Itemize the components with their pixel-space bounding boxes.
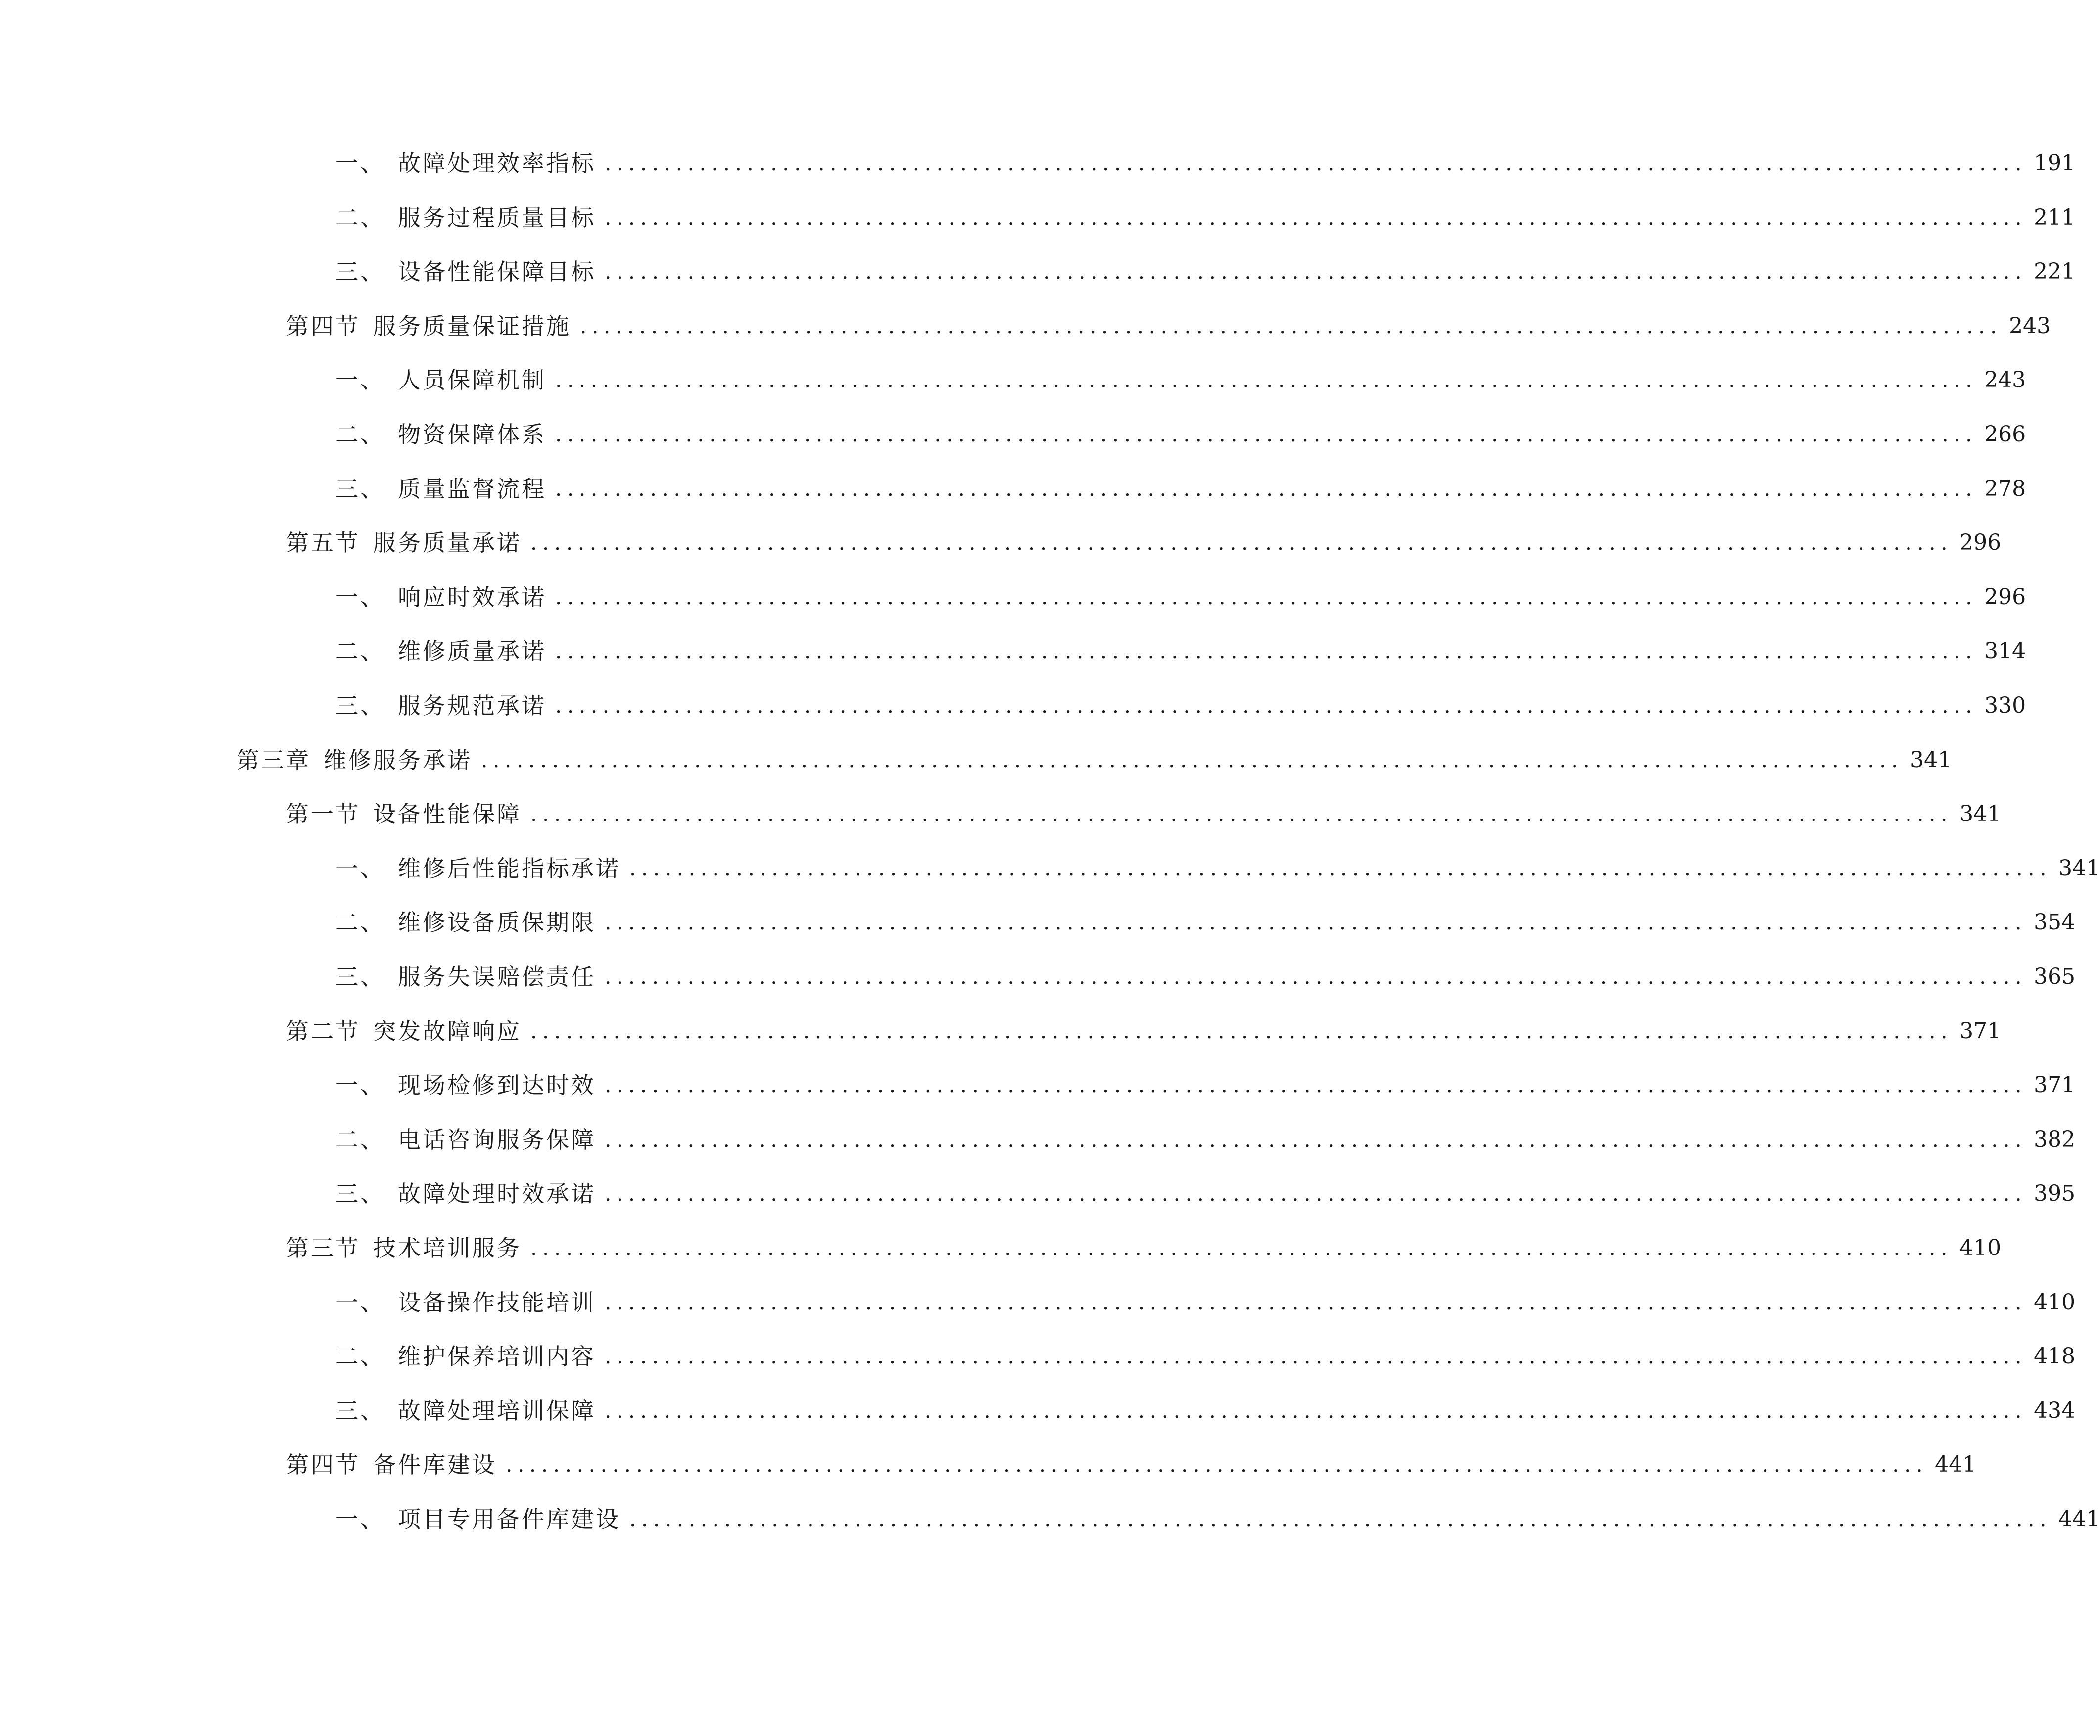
toc-entry-title: 质量监督流程 [398,475,546,502]
toc-entry-label [335,849,620,888]
toc-entry-marker: 二、 [335,421,385,448]
toc-entry-label [335,469,546,509]
toc-dot-leader: ........................................................................................................................ [605,1073,2027,1098]
toc-dot-leader: ........................................................................................................................ [580,313,2003,338]
toc-page-number: 354 [2034,910,2076,935]
toc-entry-title: 设备操作技能培训 [398,1289,596,1316]
toc-page-number: 441 [2058,1506,2100,1532]
toc-entry-label [335,415,546,454]
toc-entry-marker: 二、 [335,204,385,231]
toc-entry-label [335,1391,596,1431]
toc-dot-leader: ........................................................................................................................ [629,856,2052,880]
toc-entry-title: 电话咨询服务保障 [398,1126,596,1153]
toc-entry-marker: 第三节 [286,1235,360,1261]
toc-entry[interactable] [335,469,2026,509]
toc-page-number: 243 [1984,367,2026,393]
toc-dot-leader: ........................................................................................................................ [605,1398,2027,1423]
toc-entry-title: 备件库建设 [373,1451,497,1479]
toc-entry-marker: 二、 [335,1126,385,1153]
toc-entry-title: 响应时效承诺 [398,583,546,611]
toc-entry-label [335,360,546,400]
toc-entry-title: 故障处理培训保障 [398,1397,596,1424]
toc-entry[interactable] [335,849,2100,888]
toc-page-number: 341 [2058,855,2100,881]
toc-entry[interactable] [335,578,2026,617]
toc-entry-title: 服务质量保证措施 [373,312,571,339]
toc-dot-leader: ........................................................................................................................ [605,1290,2027,1314]
toc-dot-leader: ........................................................................................................................ [605,1127,2027,1152]
toc-entry-label [335,1499,620,1539]
toc-entry-title: 设备性能保障 [373,801,522,828]
toc-entry[interactable] [335,1283,2076,1322]
toc-entry-label [335,144,596,183]
toc-entry-title: 维修后性能指标承诺 [398,855,620,882]
toc-entry-marker: 第五节 [286,530,360,557]
toc-dot-leader: ........................................................................................................................ [530,1018,1953,1043]
toc-entry-marker: 三、 [335,475,385,502]
toc-entry-label [335,903,596,942]
toc-entry-label [335,1120,596,1159]
toc-entry-label [335,578,546,617]
toc-entry[interactable] [286,1228,2002,1268]
toc-entry-title: 技术培训服务 [373,1235,522,1261]
toc-page-number: 395 [2034,1181,2076,1206]
toc-entry-label [286,1228,522,1268]
toc-entry-marker: 二、 [335,638,385,665]
toc-entry-marker: 第四节 [286,1451,360,1479]
toc-entry[interactable] [286,794,2002,834]
toc-dot-leader: ........................................................................................................................ [530,802,1953,826]
toc-dot-leader: ........................................................................................................................ [605,964,2027,989]
toc-page-number: 221 [2034,259,2076,285]
toc-page-number: 341 [1959,801,2002,827]
toc-entry[interactable] [335,1065,2076,1105]
toc-entry-marker: 第三章 [237,746,311,773]
toc-page-number: 296 [1984,584,2026,610]
toc-dot-leader: ........................................................................................................................ [481,747,1904,772]
toc-dot-leader: ........................................................................................................................ [605,1181,2027,1206]
toc-entry[interactable] [335,252,2076,291]
toc-dot-leader: ........................................................................................................................ [555,584,1978,609]
toc-entry[interactable] [335,1174,2076,1213]
toc-page-number: 441 [1935,1452,1977,1478]
toc-entry-marker: 一、 [335,1506,385,1533]
toc-entry-label [335,1283,596,1322]
toc-entry-label [286,794,522,834]
toc-entry-title: 维护保养培训内容 [398,1343,596,1370]
toc-entry-marker: 三、 [335,258,385,286]
toc-dot-leader: ........................................................................................................................ [629,1507,2052,1531]
toc-entry-title: 服务质量承诺 [373,530,522,557]
toc-entry-marker: 三、 [335,964,385,990]
toc-entry[interactable] [335,631,2026,671]
toc-entry-title: 维修质量承诺 [398,638,546,665]
toc-page-number: 341 [1910,747,1952,772]
toc-entry-label [335,252,596,291]
toc-entry[interactable] [335,1391,2076,1431]
toc-entry-title: 服务失误赔偿责任 [398,964,596,990]
toc-entry-marker: 二、 [335,1343,385,1370]
toc-entry-title: 人员保障机制 [398,367,546,394]
toc-page-number: 296 [1959,530,2002,556]
toc-page-number: 330 [1984,693,2026,718]
toc-page-number: 365 [2034,964,2076,989]
toc-entry-label [335,686,546,725]
toc-entry-marker: 一、 [335,1072,385,1099]
toc-entry-title: 现场检修到达时效 [398,1072,596,1099]
toc-entry-label [286,1445,497,1485]
toc-page-number: 410 [1959,1235,2002,1260]
toc-page-number: 266 [1984,422,2026,447]
toc-dot-leader: ........................................................................................................................ [555,639,1978,664]
toc-entry-title: 故障处理效率指标 [398,150,596,177]
toc-entry-marker: 第一节 [286,801,360,828]
toc-entry-title: 设备性能保障目标 [398,258,596,286]
toc-entry[interactable] [286,1012,2002,1051]
toc-entry-title: 维修服务承诺 [324,746,472,773]
toc-entry-marker: 一、 [335,583,385,611]
toc-entry-marker: 一、 [335,855,385,882]
toc-entry-marker: 一、 [335,150,385,177]
toc-entry-label [335,957,596,997]
toc-entry-label [335,198,596,238]
toc-dot-leader: ........................................................................................................................ [555,422,1978,446]
toc-dot-leader: ........................................................................................................................ [555,693,1978,718]
toc-entry-marker: 第二节 [286,1017,360,1045]
toc-entry[interactable] [335,415,2026,454]
toc-entry[interactable] [286,1445,1977,1485]
toc-entry-marker: 一、 [335,1289,385,1316]
toc-entry-label [335,631,546,671]
toc-entry-label [335,1065,596,1105]
toc-page-number: 371 [2034,1072,2076,1098]
toc-entry[interactable] [237,740,1952,780]
toc-entry-title: 突发故障响应 [373,1017,522,1045]
toc-dot-leader: ........................................................................................................................ [555,476,1978,501]
toc-entry-label [237,740,472,780]
toc-dot-leader: ........................................................................................................................ [605,1344,2027,1369]
toc-entry-title: 物资保障体系 [398,421,546,448]
toc-entry[interactable] [335,1499,2100,1539]
toc-entry-label [286,523,522,563]
toc-entry[interactable] [335,1120,2076,1159]
toc-dot-leader: ........................................................................................................................ [555,368,1978,392]
toc-entry[interactable] [286,306,2051,346]
toc-dot-leader: ........................................................................................................................ [605,910,2027,935]
toc-page-number: 278 [1984,476,2026,501]
toc-entry-marker: 三、 [335,1397,385,1424]
toc-entry-marker: 二、 [335,909,385,936]
toc-dot-leader: ........................................................................................................................ [530,530,1953,555]
toc-entry[interactable] [286,523,2002,563]
toc-entry-label [335,1174,596,1213]
toc-dot-leader: ........................................................................................................................ [605,205,2027,230]
toc-entry[interactable] [335,144,2076,183]
toc-page-number: 211 [2034,204,2076,230]
toc-page-number: 434 [2034,1398,2076,1423]
toc-entry-title: 故障处理时效承诺 [398,1180,596,1207]
toc-entry-label [286,1012,522,1051]
toc-page-number: 410 [2034,1289,2076,1315]
toc-page-number: 418 [2034,1344,2076,1369]
toc-dot-leader: ........................................................................................................................ [506,1452,1928,1477]
toc-entry-title: 服务规范承诺 [398,692,546,719]
toc-entry[interactable] [335,686,2026,725]
toc-page-number: 243 [2009,313,2051,338]
toc-entry-title: 维修设备质保期限 [398,909,596,936]
toc-entry-title: 项目专用备件库建设 [398,1506,620,1533]
toc-entry-label [286,306,571,346]
toc-entry-label [335,1337,596,1376]
toc-entry[interactable] [335,957,2076,997]
toc-entry-marker: 一、 [335,367,385,394]
toc-page-number: 382 [2034,1126,2076,1152]
toc-entry[interactable] [335,198,2076,238]
toc-page-number: 314 [1984,638,2026,664]
toc-entry-title: 服务过程质量目标 [398,204,596,231]
toc-entry-marker: 三、 [335,692,385,719]
toc-entry-marker: 三、 [335,1180,385,1207]
toc-dot-leader: ........................................................................................................................ [605,259,2027,284]
toc-entry[interactable] [335,903,2076,942]
toc-dot-leader: ........................................................................................................................ [530,1236,1953,1260]
toc-entry-marker: 第四节 [286,312,360,339]
toc-page-number: 371 [1959,1018,2002,1044]
toc-entry[interactable] [335,1337,2076,1376]
toc-entry[interactable] [335,360,2026,400]
toc-page-number: 191 [2034,150,2076,176]
toc-dot-leader: ........................................................................................................................ [605,151,2027,175]
